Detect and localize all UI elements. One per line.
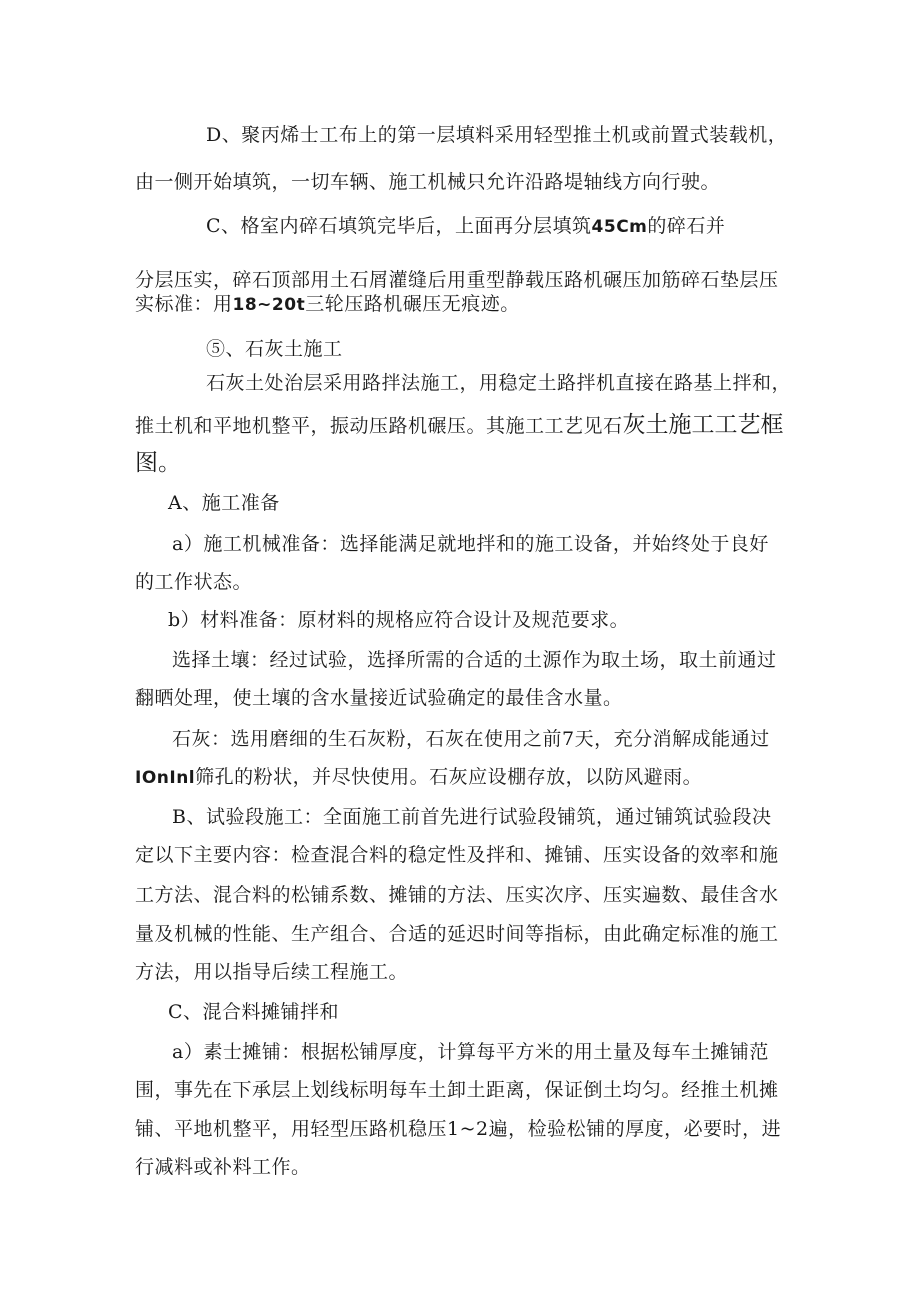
para-lime-powder-line2 bbox=[135, 765, 702, 790]
para-soil-line1: 选择土壤：经过试验，选择所需的合适的土源作为取土场，取土前通过 bbox=[172, 649, 777, 671]
para-c-soil-spread-line3: 铺、平地机整平，用轻型压路机稳压1~2遍，检验松铺的厚度，必要时，进 bbox=[135, 1118, 782, 1140]
section-heading-lime-soil: ⑤、石灰土施工 bbox=[206, 338, 343, 360]
para-c-soil-spread-line1: a）素士摊铺：根据松铺厚度，计算每平方米的用土量及每车土摊铺范 bbox=[172, 1041, 769, 1063]
para-b-trial-line5: 方法，用以指导后续工程施工。 bbox=[135, 961, 409, 983]
para-c-line2: 分层压实，碎石顶部用土石屑灌缝后用重型静载压路机碾压加筋碎石垫层压 bbox=[135, 269, 779, 291]
para-b-trial-line1: B、试验段施工：全面施工前首先进行试验段铺筑，通过铺筑试验段决 bbox=[172, 806, 772, 828]
para-c-line1-tail: 的碎石并 bbox=[647, 215, 726, 237]
para-a-machinery-line2: 的工作状态。 bbox=[135, 571, 253, 593]
para-d-line1: D、聚丙烯士工布上的第一层填料采用轻型推土机或前置式装载机， bbox=[206, 124, 788, 146]
para-soil-line2: 翻晒处理，使土壤的含水量接近试验确定的最佳含水量。 bbox=[135, 687, 623, 709]
para-a-machinery-line1: a）施工机械准备：选择能满足就地拌和的施工设备，并始终处于良好 bbox=[172, 533, 769, 555]
para-c-thickness: 45Cm bbox=[591, 217, 648, 237]
para-lime-line2-text: 推土机和平地机整平，振动压路机碾压。其施工工艺见石 bbox=[135, 415, 623, 437]
para-c-soil-spread-line4: 行减料或补料工作。 bbox=[135, 1156, 311, 1178]
para-lime-sieve-size: IOnInl bbox=[135, 768, 196, 788]
para-c-line3-tail: 三轮压路机碾压无痕迹。 bbox=[305, 293, 520, 315]
para-lime-line3: 图。 bbox=[135, 450, 181, 476]
para-c-roller-weight: 18~20t bbox=[232, 295, 306, 315]
para-lime-figure-ref: 灰土施工工艺框 bbox=[622, 412, 784, 438]
para-b-trial-line3: 工方法、混合料的松铺系数、摊铺的方法、压实次序、压实遍数、最佳含水 bbox=[135, 884, 779, 906]
heading-a-preparation: A、施工准备 bbox=[168, 492, 280, 514]
heading-c-mixing: C、混合料摊铺拌和 bbox=[168, 1001, 340, 1023]
para-c-line3 bbox=[135, 292, 520, 317]
para-c-line3-text: 实标准：用 bbox=[135, 293, 233, 315]
para-lime-powder-line2-text: 筛孔的粉状，并尽快使用。石灰应设棚存放，以防风避雨。 bbox=[195, 766, 703, 788]
para-c-line1 bbox=[206, 214, 725, 239]
para-c-line1-text: C、格室内碎石填筑完毕后，上面再分层填筑 bbox=[206, 215, 592, 237]
para-lime-line2 bbox=[135, 413, 784, 438]
para-lime-powder-line1: 石灰：选用磨细的生石灰粉，石灰在使用之前7天，充分消解成能通过 bbox=[172, 728, 770, 750]
para-b-materials: b）材料准备：原材料的规格应符合设计及规范要求。 bbox=[168, 609, 630, 631]
para-b-trial-line2: 定以下主要内容：检查混合料的稳定性及拌和、摊铺、压实设备的效率和施 bbox=[135, 844, 779, 866]
para-d-line2: 由一侧开始填筑，一切车辆、施工机械只允许沿路堤轴线方向行驶。 bbox=[135, 171, 721, 193]
para-b-trial-line4: 量及机械的性能、生产组合、合适的延迟时间等指标，由此确定标准的施工 bbox=[135, 923, 779, 945]
para-c-soil-spread-line2: 围，事先在下承层上划线标明每车土卸土距离，保证倒土均匀。经推土机摊 bbox=[135, 1079, 779, 1101]
para-lime-line1: 石灰土处治层采用路拌法施工，用稳定土路拌机直接在路基上拌和， bbox=[206, 372, 792, 394]
